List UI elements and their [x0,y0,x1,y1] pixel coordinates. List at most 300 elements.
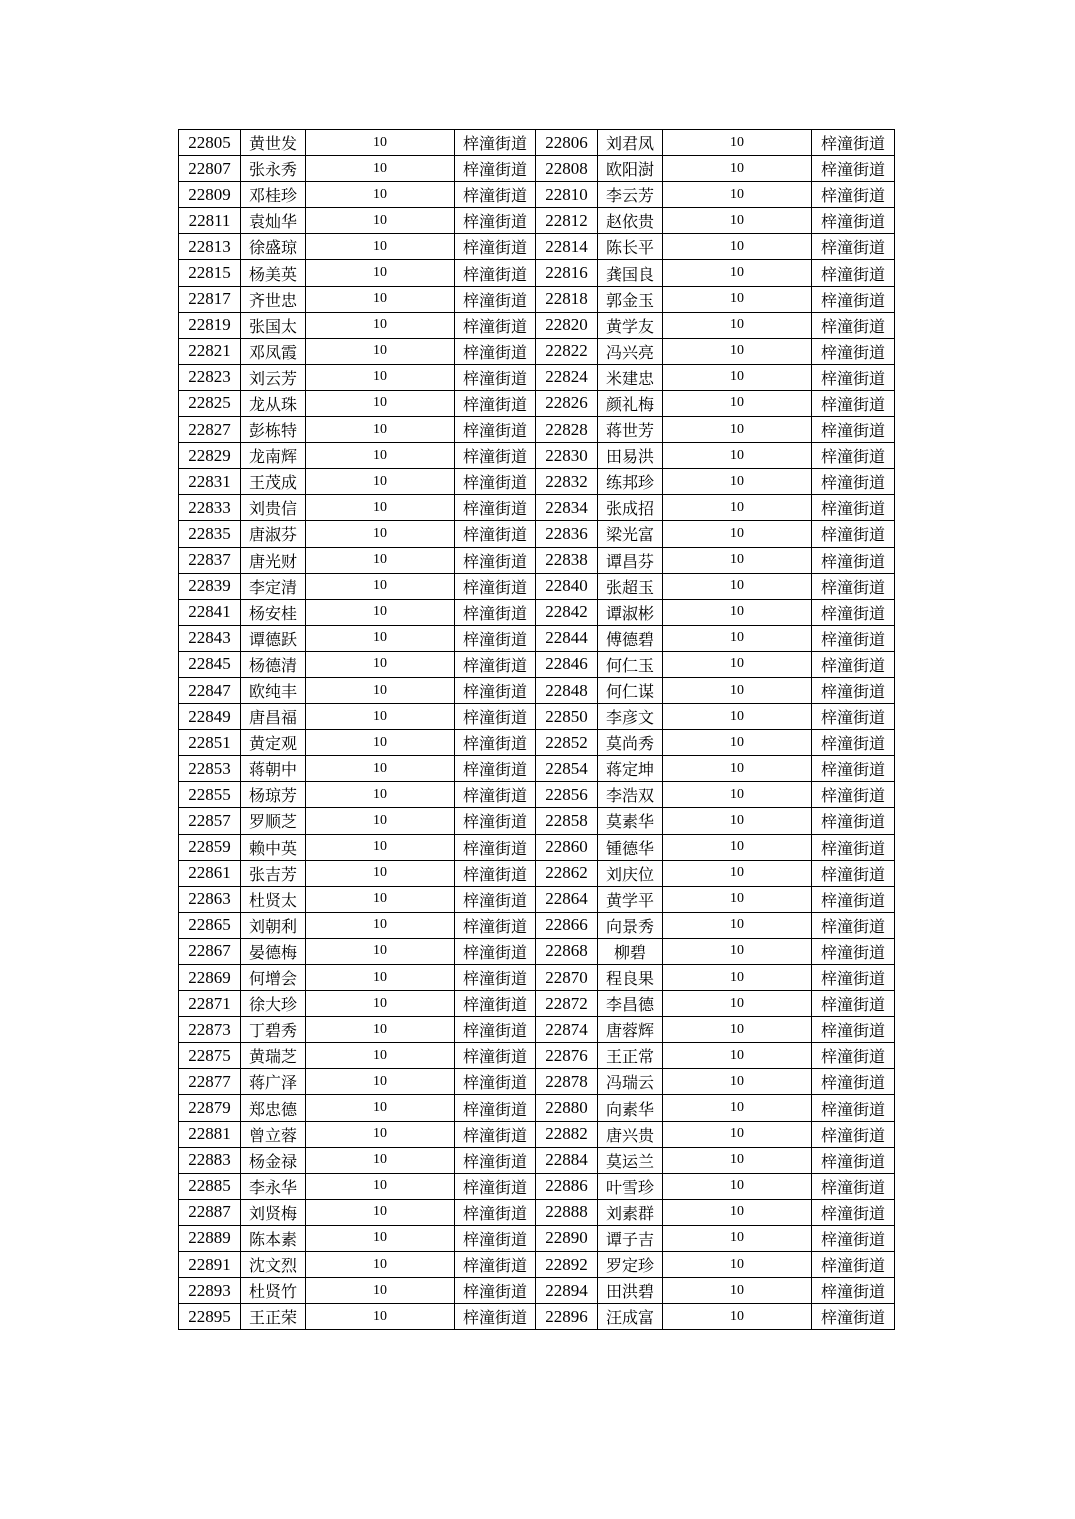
amount-cell: 10 [306,756,455,782]
street-cell: 梓潼街道 [455,1069,536,1095]
person-name-cell: 王正荣 [241,1304,306,1330]
person-name-cell: 龙南辉 [241,443,306,469]
record-number-cell: 22872 [536,991,598,1017]
street-cell: 梓潼街道 [812,234,895,260]
street-cell: 梓潼街道 [812,1173,895,1199]
person-name-cell: 李昌德 [598,991,663,1017]
roster-body [179,130,895,1330]
amount-cell: 10 [306,1069,455,1095]
person-name-cell: 郭金玉 [598,286,663,312]
amount-cell: 10 [663,860,812,886]
street-cell: 梓潼街道 [812,1199,895,1225]
person-name-cell: 龚国良 [598,260,663,286]
record-number-cell: 22815 [179,260,241,286]
street-cell: 梓潼街道 [455,469,536,495]
amount-cell: 10 [663,1173,812,1199]
table-row [179,338,895,364]
amount-cell: 10 [663,260,812,286]
street-cell: 梓潼街道 [455,1147,536,1173]
amount-cell: 10 [306,886,455,912]
record-number-cell: 22896 [536,1304,598,1330]
record-number-cell: 22860 [536,834,598,860]
amount-cell: 10 [663,286,812,312]
person-name-cell: 莫素华 [598,808,663,834]
person-name-cell: 黄世发 [241,130,306,156]
person-name-cell: 陈本素 [241,1225,306,1251]
street-cell: 梓潼街道 [455,1252,536,1278]
record-number-cell: 22816 [536,260,598,286]
street-cell: 梓潼街道 [455,495,536,521]
person-name-cell: 赵依贵 [598,208,663,234]
person-name-cell: 柳碧 [598,938,663,964]
street-cell: 梓潼街道 [455,860,536,886]
table-row [179,886,895,912]
person-name-cell: 颜礼梅 [598,390,663,416]
amount-cell: 10 [663,704,812,730]
amount-cell: 10 [306,130,455,156]
street-cell: 梓潼街道 [455,1199,536,1225]
person-name-cell: 袁灿华 [241,208,306,234]
record-number-cell: 22837 [179,547,241,573]
table-row [179,991,895,1017]
street-cell: 梓潼街道 [812,312,895,338]
record-number-cell: 22826 [536,390,598,416]
person-name-cell: 张吉芳 [241,860,306,886]
street-cell: 梓潼街道 [455,1225,536,1251]
record-number-cell: 22836 [536,521,598,547]
table-row [179,1121,895,1147]
street-cell: 梓潼街道 [455,521,536,547]
table-row [179,573,895,599]
amount-cell: 10 [306,182,455,208]
record-number-cell: 22849 [179,704,241,730]
record-number-cell: 22848 [536,677,598,703]
amount-cell: 10 [663,338,812,364]
amount-cell: 10 [306,390,455,416]
person-name-cell: 郑忠德 [241,1095,306,1121]
table-row [179,1252,895,1278]
amount-cell: 10 [306,364,455,390]
amount-cell: 10 [663,1069,812,1095]
amount-cell: 10 [306,286,455,312]
table-row [179,130,895,156]
table-row [179,547,895,573]
person-name-cell: 谭德跃 [241,625,306,651]
person-name-cell: 向景秀 [598,912,663,938]
street-cell: 梓潼街道 [812,1069,895,1095]
person-name-cell: 李浩双 [598,782,663,808]
street-cell: 梓潼街道 [812,182,895,208]
street-cell: 梓潼街道 [455,1304,536,1330]
person-name-cell: 刘素群 [598,1199,663,1225]
person-name-cell: 谭淑彬 [598,599,663,625]
record-number-cell: 22880 [536,1095,598,1121]
amount-cell: 10 [306,469,455,495]
record-number-cell: 22893 [179,1278,241,1304]
street-cell: 梓潼街道 [812,286,895,312]
amount-cell: 10 [663,834,812,860]
amount-cell: 10 [663,599,812,625]
person-name-cell: 刘贵信 [241,495,306,521]
street-cell: 梓潼街道 [455,208,536,234]
street-cell: 梓潼街道 [455,756,536,782]
amount-cell: 10 [663,364,812,390]
person-name-cell: 彭栋特 [241,417,306,443]
person-name-cell: 谭子吉 [598,1225,663,1251]
person-name-cell: 田易洪 [598,443,663,469]
table-row [179,521,895,547]
person-name-cell: 田洪碧 [598,1278,663,1304]
record-number-cell: 22874 [536,1017,598,1043]
street-cell: 梓潼街道 [455,1278,536,1304]
record-number-cell: 22820 [536,312,598,338]
person-name-cell: 黄瑞芝 [241,1043,306,1069]
table-row [179,1304,895,1330]
record-number-cell: 22858 [536,808,598,834]
record-number-cell: 22878 [536,1069,598,1095]
person-name-cell: 齐世忠 [241,286,306,312]
record-number-cell: 22839 [179,573,241,599]
street-cell: 梓潼街道 [812,1147,895,1173]
amount-cell: 10 [306,912,455,938]
street-cell: 梓潼街道 [455,443,536,469]
record-number-cell: 22829 [179,443,241,469]
person-name-cell: 蒋世芳 [598,417,663,443]
street-cell: 梓潼街道 [812,782,895,808]
person-name-cell: 王正常 [598,1043,663,1069]
street-cell: 梓潼街道 [812,495,895,521]
record-number-cell: 22850 [536,704,598,730]
person-name-cell: 李云芳 [598,182,663,208]
street-cell: 梓潼街道 [455,1095,536,1121]
table-row [179,704,895,730]
street-cell: 梓潼街道 [812,521,895,547]
person-name-cell: 李定清 [241,573,306,599]
person-name-cell: 冯兴亮 [598,338,663,364]
record-number-cell: 22863 [179,886,241,912]
record-number-cell: 22853 [179,756,241,782]
street-cell: 梓潼街道 [455,234,536,260]
street-cell: 梓潼街道 [812,1278,895,1304]
record-number-cell: 22855 [179,782,241,808]
amount-cell: 10 [306,547,455,573]
record-number-cell: 22844 [536,625,598,651]
record-number-cell: 22825 [179,390,241,416]
person-name-cell: 锺德华 [598,834,663,860]
record-number-cell: 22842 [536,599,598,625]
person-name-cell: 唐淑芬 [241,521,306,547]
table-row [179,912,895,938]
person-name-cell: 徐盛琼 [241,234,306,260]
record-number-cell: 22881 [179,1121,241,1147]
person-name-cell: 邓凤霞 [241,338,306,364]
street-cell: 梓潼街道 [812,1304,895,1330]
street-cell: 梓潼街道 [455,573,536,599]
street-cell: 梓潼街道 [812,338,895,364]
amount-cell: 10 [306,1173,455,1199]
person-name-cell: 刘庆位 [598,860,663,886]
record-number-cell: 22873 [179,1017,241,1043]
amount-cell: 10 [663,1252,812,1278]
table-row [179,651,895,677]
person-name-cell: 陈长平 [598,234,663,260]
amount-cell: 10 [663,208,812,234]
table-row [179,417,895,443]
street-cell: 梓潼街道 [812,599,895,625]
street-cell: 梓潼街道 [455,1017,536,1043]
street-cell: 梓潼街道 [812,1095,895,1121]
record-number-cell: 22876 [536,1043,598,1069]
amount-cell: 10 [306,860,455,886]
record-number-cell: 22867 [179,938,241,964]
person-name-cell: 叶雪珍 [598,1173,663,1199]
person-name-cell: 刘朝利 [241,912,306,938]
record-number-cell: 22823 [179,364,241,390]
record-number-cell: 22830 [536,443,598,469]
street-cell: 梓潼街道 [812,965,895,991]
street-cell: 梓潼街道 [812,573,895,599]
person-name-cell: 汪成富 [598,1304,663,1330]
record-number-cell: 22817 [179,286,241,312]
street-cell: 梓潼街道 [812,417,895,443]
street-cell: 梓潼街道 [812,756,895,782]
table-row [179,1278,895,1304]
record-number-cell: 22835 [179,521,241,547]
amount-cell: 10 [306,156,455,182]
table-row [179,390,895,416]
amount-cell: 10 [663,156,812,182]
record-number-cell: 22851 [179,730,241,756]
person-name-cell: 唐昌福 [241,704,306,730]
table-row [179,808,895,834]
person-name-cell: 莫尚秀 [598,730,663,756]
record-number-cell: 22895 [179,1304,241,1330]
amount-cell: 10 [306,651,455,677]
table-row [179,1043,895,1069]
street-cell: 梓潼街道 [812,938,895,964]
record-number-cell: 22806 [536,130,598,156]
street-cell: 梓潼街道 [455,677,536,703]
amount-cell: 10 [306,1199,455,1225]
person-name-cell: 练邦珍 [598,469,663,495]
amount-cell: 10 [663,1121,812,1147]
person-name-cell: 徐大珍 [241,991,306,1017]
person-name-cell: 何仁玉 [598,651,663,677]
record-number-cell: 22856 [536,782,598,808]
amount-cell: 10 [306,208,455,234]
table-row [179,1199,895,1225]
person-name-cell: 梁光富 [598,521,663,547]
amount-cell: 10 [306,599,455,625]
amount-cell: 10 [306,625,455,651]
person-name-cell: 刘君凤 [598,130,663,156]
street-cell: 梓潼街道 [812,651,895,677]
amount-cell: 10 [306,938,455,964]
record-number-cell: 22865 [179,912,241,938]
amount-cell: 10 [306,1225,455,1251]
record-number-cell: 22819 [179,312,241,338]
person-name-cell: 欧纯丰 [241,677,306,703]
amount-cell: 10 [306,1304,455,1330]
amount-cell: 10 [663,730,812,756]
table-row [179,1173,895,1199]
amount-cell: 10 [306,312,455,338]
street-cell: 梓潼街道 [812,390,895,416]
person-name-cell: 黄学友 [598,312,663,338]
amount-cell: 10 [663,417,812,443]
person-name-cell: 唐蓉辉 [598,1017,663,1043]
record-number-cell: 22847 [179,677,241,703]
amount-cell: 10 [663,912,812,938]
table-row [179,260,895,286]
record-number-cell: 22859 [179,834,241,860]
record-number-cell: 22884 [536,1147,598,1173]
amount-cell: 10 [663,756,812,782]
amount-cell: 10 [306,260,455,286]
person-name-cell: 张成招 [598,495,663,521]
record-number-cell: 22885 [179,1173,241,1199]
record-number-cell: 22862 [536,860,598,886]
record-number-cell: 22838 [536,547,598,573]
amount-cell: 10 [663,1095,812,1121]
table-row [179,756,895,782]
amount-cell: 10 [306,1121,455,1147]
record-number-cell: 22811 [179,208,241,234]
street-cell: 梓潼街道 [812,1017,895,1043]
person-name-cell: 何增会 [241,965,306,991]
person-name-cell: 丁碧秀 [241,1017,306,1043]
table-row [179,443,895,469]
amount-cell: 10 [306,1147,455,1173]
street-cell: 梓潼街道 [812,1043,895,1069]
amount-cell: 10 [663,938,812,964]
amount-cell: 10 [663,782,812,808]
street-cell: 梓潼街道 [812,730,895,756]
street-cell: 梓潼街道 [455,312,536,338]
street-cell: 梓潼街道 [812,808,895,834]
amount-cell: 10 [306,808,455,834]
street-cell: 梓潼街道 [455,390,536,416]
amount-cell: 10 [306,234,455,260]
amount-cell: 10 [663,182,812,208]
person-name-cell: 李永华 [241,1173,306,1199]
amount-cell: 10 [663,1304,812,1330]
amount-cell: 10 [306,991,455,1017]
person-name-cell: 刘贤梅 [241,1199,306,1225]
amount-cell: 10 [306,1252,455,1278]
table-row [179,1095,895,1121]
table-row [179,469,895,495]
street-cell: 梓潼街道 [455,651,536,677]
street-cell: 梓潼街道 [455,338,536,364]
record-number-cell: 22827 [179,417,241,443]
street-cell: 梓潼街道 [455,260,536,286]
amount-cell: 10 [663,390,812,416]
person-name-cell: 杜贤太 [241,886,306,912]
amount-cell: 10 [306,834,455,860]
person-name-cell: 曾立蓉 [241,1121,306,1147]
person-name-cell: 杨德清 [241,651,306,677]
street-cell: 梓潼街道 [455,625,536,651]
record-number-cell: 22824 [536,364,598,390]
street-cell: 梓潼街道 [812,1252,895,1278]
person-name-cell: 蒋定坤 [598,756,663,782]
person-name-cell: 向素华 [598,1095,663,1121]
amount-cell: 10 [663,1043,812,1069]
record-number-cell: 22857 [179,808,241,834]
person-name-cell: 黄定观 [241,730,306,756]
record-number-cell: 22890 [536,1225,598,1251]
person-name-cell: 唐光财 [241,547,306,573]
amount-cell: 10 [306,573,455,599]
record-number-cell: 22868 [536,938,598,964]
person-name-cell: 傅德碧 [598,625,663,651]
record-number-cell: 22882 [536,1121,598,1147]
table-row [179,625,895,651]
street-cell: 梓潼街道 [455,782,536,808]
street-cell: 梓潼街道 [812,991,895,1017]
record-number-cell: 22808 [536,156,598,182]
roster-table [178,129,895,1330]
table-row [179,1225,895,1251]
amount-cell: 10 [663,1199,812,1225]
street-cell: 梓潼街道 [812,860,895,886]
record-number-cell: 22889 [179,1225,241,1251]
record-number-cell: 22812 [536,208,598,234]
table-row [179,156,895,182]
table-row [179,1147,895,1173]
street-cell: 梓潼街道 [812,208,895,234]
record-number-cell: 22891 [179,1252,241,1278]
table-row [179,938,895,964]
record-number-cell: 22866 [536,912,598,938]
amount-cell: 10 [306,1043,455,1069]
street-cell: 梓潼街道 [812,156,895,182]
street-cell: 梓潼街道 [812,1121,895,1147]
record-number-cell: 22831 [179,469,241,495]
record-number-cell: 22887 [179,1199,241,1225]
record-number-cell: 22832 [536,469,598,495]
record-number-cell: 22841 [179,599,241,625]
amount-cell: 10 [306,338,455,364]
record-number-cell: 22875 [179,1043,241,1069]
person-name-cell: 罗顺芝 [241,808,306,834]
record-number-cell: 22807 [179,156,241,182]
street-cell: 梓潼街道 [812,1225,895,1251]
amount-cell: 10 [663,991,812,1017]
person-name-cell: 杨琼芳 [241,782,306,808]
table-row [179,312,895,338]
table-row [179,965,895,991]
person-name-cell: 杜贤竹 [241,1278,306,1304]
amount-cell: 10 [306,1278,455,1304]
person-name-cell: 米建忠 [598,364,663,390]
person-name-cell: 黄学平 [598,886,663,912]
street-cell: 梓潼街道 [455,286,536,312]
amount-cell: 10 [306,704,455,730]
record-number-cell: 22870 [536,965,598,991]
amount-cell: 10 [663,1147,812,1173]
amount-cell: 10 [663,1017,812,1043]
record-number-cell: 22894 [536,1278,598,1304]
amount-cell: 10 [663,443,812,469]
street-cell: 梓潼街道 [455,991,536,1017]
person-name-cell: 龙从珠 [241,390,306,416]
person-name-cell: 张永秀 [241,156,306,182]
street-cell: 梓潼街道 [455,364,536,390]
record-number-cell: 22852 [536,730,598,756]
record-number-cell: 22886 [536,1173,598,1199]
